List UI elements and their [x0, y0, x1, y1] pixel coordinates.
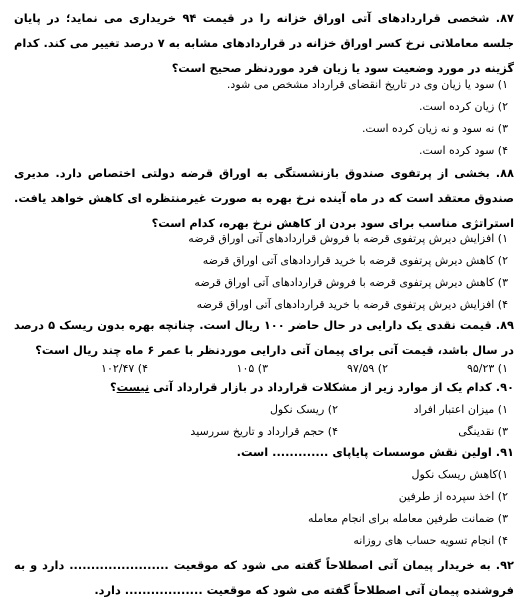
- question-89-option-4[interactable]: ۴) ۱۰۲/۴۷: [101, 362, 148, 375]
- question-90-text-main: ۹۰. کدام یک از موارد زیر از مشکلات قرارداد در بازار قرارداد آتی: [149, 380, 514, 394]
- question-88-option-4[interactable]: ۴) افزایش دیرش پرتفوی قرضه با خرید قراردادهای آتی اوراق قرضه: [196, 298, 508, 311]
- question-90-option-2[interactable]: ۲) ریسک نکول: [269, 403, 338, 416]
- question-91-option-3[interactable]: ۳) ضمانت طرفین معامله برای انجام معامله: [307, 512, 508, 525]
- question-89-text: ۸۹. قیمت نقدی یک دارایی در حال حاضر ۱۰۰ ریال است. چنانچه بهره بدون ریسک ۵ درصد در سال باشد، قیمت آتی برای پیمان آتی دارایی موردنظر با عمر ۶ ماه چند ریال است؟: [14, 318, 514, 357]
- question-90-text: [14, 375, 514, 400]
- question-90-option-1[interactable]: ۱) میزان اعتبار افراد: [413, 403, 508, 416]
- question-90-option-3[interactable]: ۳) نقدینگی: [458, 425, 508, 438]
- question-87-option-4[interactable]: ۴) سود کرده است.: [418, 144, 508, 157]
- question-87-option-2[interactable]: ۲) زیان کرده است.: [418, 100, 508, 113]
- question-87-option-3[interactable]: ۳) نه سود و نه زیان کرده است.: [361, 122, 508, 135]
- question-90-question-mark: ؟: [110, 380, 117, 394]
- question-88-text: ۸۸. بخشی از پرتفوی صندوق بازنشستگی به اوراق قرضه دولتی اختصاص دارد. مدیری صندوق معتقد است که در ماه آینده نرخ بهره به صورت غیرمنتظره ای کاهش خواهد یافت. استراتژی مناسب برای سود بردن از کاهش نرخ بهره، کدام است؟: [14, 166, 514, 230]
- question-89-option-1[interactable]: ۱) ۹۵/۲۳: [466, 362, 508, 375]
- question-88-option-3[interactable]: ۳) کاهش دیرش پرتفوی قرضه با فروش قراردادهای آتی اوراق قرضه: [194, 276, 508, 289]
- question-87-text: ۸۷. شخصی قراردادهای آتی اوراق خزانه را در قیمت ۹۴ خریداری می نماید؛ در پایان جلسه معاملاتی نرخ کسر اوراق خزانه در قراردادهای مشابه به ۷ درصد تغییر می کند. کدام گزینه در مورد وضعیت سود یا زیان فرد موردنظر صحیح است؟: [14, 11, 515, 75]
- question-89-option-2[interactable]: ۲) ۹۷/۵۹: [346, 362, 388, 375]
- question-90-emphasis: نیست: [116, 380, 150, 394]
- question-88-option-1[interactable]: ۱) افزایش دیرش پرتفوی قرضه با فروش قراردادهای آتی اوراق قرضه: [188, 232, 508, 245]
- question-88-option-2[interactable]: ۲) کاهش دیرش پرتفوی قرضه با خرید قراردادهای آتی اوراق قرضه: [202, 254, 508, 267]
- question-91-option-2[interactable]: ۲) اخذ سپرده از طرفین: [398, 490, 508, 503]
- question-91-option-1[interactable]: ۱)کاهش ریسک نکول: [411, 468, 508, 481]
- question-87-option-1[interactable]: ۱) سود یا زیان وی در تاریخ انقضای قرارداد مشخص می شود.: [226, 78, 508, 91]
- question-92-text: ۹۲. به خریدار پیمان آتی اصطلاحاً گفته می شود که موقعیت ....................... دارد و به فروشنده پیمان آتی اصطلاحاً گفته می شود که موقعیت .................. دارد.: [14, 558, 514, 597]
- question-89-option-3[interactable]: ۳) ۱۰۵: [236, 362, 268, 375]
- question-91-text: ۹۱. اولین نقش موسسات پایاپای ............. است.: [236, 445, 514, 459]
- question-90-option-4[interactable]: ۴) حجم قرارداد و تاریخ سررسید: [190, 425, 338, 438]
- question-91-option-4[interactable]: ۴) انجام تسویه حساب های روزانه: [353, 534, 508, 547]
